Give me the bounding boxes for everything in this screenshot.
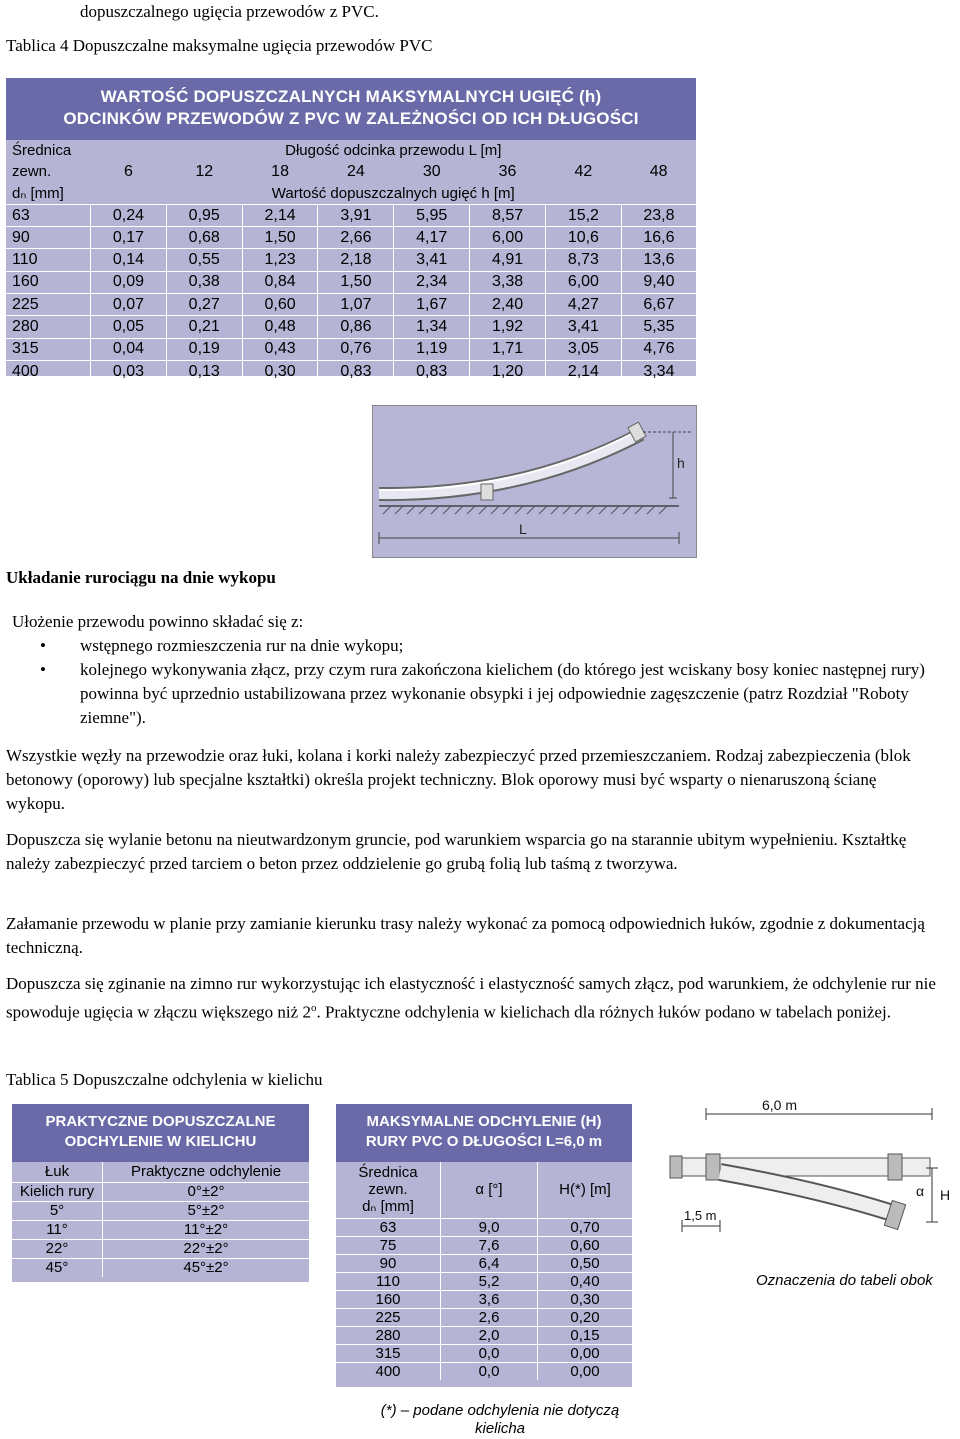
label-1-5m: 1,5 m xyxy=(684,1208,717,1223)
table-row xyxy=(12,1239,309,1258)
deflection-cell: 0,84 xyxy=(242,271,318,293)
bullet-text: kolejnego wykonywania złącz, przy czym rura zakończona kielichem (do którego jest wciskany bosy koniec następnej rury) powinna być uprzednio ustabilizowana przez wykonanie obsypki i jej odpowiednie zagęszczenie (patrz Rozdział "Roboty ziemne"). xyxy=(80,660,925,727)
bullet-list xyxy=(6,634,936,730)
deflection-cell: 3,41 xyxy=(545,316,621,338)
deflection-cell: 6,00 xyxy=(545,271,621,293)
deviation-cell: 45°±2° xyxy=(103,1258,310,1277)
bend-cell: 22° xyxy=(12,1239,103,1258)
length-cell: 24 xyxy=(347,162,365,180)
deflection-cell: 13,6 xyxy=(621,249,696,271)
H-cell: 0,70 xyxy=(538,1218,633,1236)
bullet-text: wstępnego rozmieszczenia rur na dnie wykopu; xyxy=(80,636,404,655)
diameter-cell: 225 xyxy=(6,294,91,316)
deflection-cell: 0,95 xyxy=(166,204,242,226)
deflection-cell: 15,2 xyxy=(545,204,621,226)
deflection-cell: 9,40 xyxy=(621,271,696,293)
table-row xyxy=(12,1220,309,1239)
deflection-cell: 0,14 xyxy=(91,249,167,271)
table5-left-header: PRAKTYCZNE DOPUSZCZALNE ODCHYLENIE W KIELICHU xyxy=(12,1104,309,1162)
deflection-cell: 4,91 xyxy=(470,249,546,271)
row-label-2: zewn. xyxy=(12,163,52,181)
diameter-cell: 400 xyxy=(336,1362,441,1380)
deflection-cell: 0,19 xyxy=(166,338,242,360)
deflection-cell: 4,17 xyxy=(394,227,470,249)
length-cell: 48 xyxy=(649,162,668,180)
deflection-cell: 1,34 xyxy=(394,316,470,338)
bullet-dot-icon: • xyxy=(40,660,46,679)
diameter-cell: 280 xyxy=(336,1326,441,1344)
deflection-cell: 0,86 xyxy=(318,316,394,338)
table-row xyxy=(336,1218,632,1236)
H-cell: 0,15 xyxy=(538,1326,633,1344)
table-row xyxy=(6,227,696,249)
deflection-cell: 6,67 xyxy=(621,294,696,316)
table5-mid-header: MAKSYMALNE ODCHYLENIE (H) RURY PVC O DŁUGOŚCI L=6,0 m xyxy=(336,1104,632,1162)
deflection-cell: 5,95 xyxy=(394,204,470,226)
length-cell: 12 xyxy=(195,162,214,180)
diameter-cell: 110 xyxy=(336,1272,441,1290)
deflection-cell: 2,34 xyxy=(394,271,470,293)
deflection-cell: 3,38 xyxy=(470,271,546,293)
paragraph: Dopuszcza się zginanie na zimno rur wykorzystując ich elastyczność i elastyczność samych złącz, pod warunkiem, że odchylenie rur nie spowoduje ugięcia w złączu większego niż 2$^o$. Praktyczne odchylenia w kielichach dla różnych łuków podano w tabelach poniżej. xyxy=(6,974,936,1022)
length-cell: 36 xyxy=(498,162,517,180)
section-title: Układanie rurociągu na dnie wykopu xyxy=(6,568,276,587)
deflection-cell: 1,23 xyxy=(242,249,318,271)
alpha-cell: 2,0 xyxy=(441,1326,538,1344)
deflection-cell: 0,83 xyxy=(318,360,394,382)
deflection-cell: 23,8 xyxy=(621,204,696,226)
deflection-cell: 1,71 xyxy=(470,338,546,360)
deflection-cell: 0,04 xyxy=(91,338,167,360)
H-cell: 0,50 xyxy=(538,1254,633,1272)
deflection-cell: 0,68 xyxy=(166,227,242,249)
pipe-offset-diagram xyxy=(662,1100,954,1250)
col-H: H(*) [m] xyxy=(538,1162,633,1218)
table4-header-line1: WARTOŚĆ DOPUSZCZALNYCH MAKSYMALNYCH UGIĘĆ (h) xyxy=(100,87,602,106)
alpha-cell: 9,0 xyxy=(441,1218,538,1236)
deviation-cell: 5°±2° xyxy=(103,1201,310,1220)
alpha-cell: 2,6 xyxy=(441,1308,538,1326)
diameter-cell: 90 xyxy=(6,227,91,249)
bend-cell: 11° xyxy=(12,1220,103,1239)
table5-left-grid xyxy=(12,1162,309,1277)
alpha-cell: 5,2 xyxy=(441,1272,538,1290)
deflection-cell: 2,14 xyxy=(545,360,621,382)
top-line: dopuszczalnego ugięcia przewodów z PVC. xyxy=(80,2,379,21)
deviation-cell: 22°±2° xyxy=(103,1239,310,1258)
length-cell: 42 xyxy=(574,162,593,180)
table-row xyxy=(336,1326,632,1344)
diameter-cell: 400 xyxy=(6,360,91,382)
table-row xyxy=(336,1236,632,1254)
deflection-cell: 0,83 xyxy=(394,360,470,382)
table-row xyxy=(336,1290,632,1308)
deflection-cell: 3,41 xyxy=(394,249,470,271)
deflection-cell: 1,67 xyxy=(394,294,470,316)
deflection-cell: 0,27 xyxy=(166,294,242,316)
alpha-cell: 0,0 xyxy=(441,1344,538,1362)
col-srednica: Średnica zewn. dₙ [mm] xyxy=(358,1164,418,1216)
col-alpha: α [°] xyxy=(441,1162,538,1218)
diameter-cell: 75 xyxy=(336,1236,441,1254)
table-row xyxy=(6,204,696,226)
intro-text: Ułożenie przewodu powinno składać się z: xyxy=(12,612,304,631)
table-row xyxy=(336,1254,632,1272)
deflection-cell: 1,19 xyxy=(394,338,470,360)
table-row xyxy=(336,1308,632,1326)
table4-header-line2: ODCINKÓW PRZEWODÓW Z PVC W ZALEŻNOŚCI OD ICH DŁUGOŚCI xyxy=(63,109,639,128)
deflection-cell: 1,92 xyxy=(470,316,546,338)
deflection-cell: 0,38 xyxy=(166,271,242,293)
H-cell: 0,00 xyxy=(538,1362,633,1380)
alpha-cell: 3,6 xyxy=(441,1290,538,1308)
col-odchylenie: Praktyczne odchylenie xyxy=(103,1162,310,1182)
table-row xyxy=(336,1362,632,1380)
table-row xyxy=(6,316,696,338)
diameter-cell: 280 xyxy=(6,316,91,338)
paragraph: Dopuszcza się wylanie betonu na nieutwardzonym gruncie, pod warunkiem wsparcia go na starannie ubitym wypełnieniu. Kształtkę należy zabezpieczyć przed tarciem o beton przez oddzielenie go grubą folią lub taśmą z tworzywa. xyxy=(6,830,907,873)
length-cell: 30 xyxy=(422,162,441,180)
bullet-item xyxy=(6,634,936,658)
length-cell: 6 xyxy=(123,162,133,180)
table4 xyxy=(6,78,696,380)
label-6m: 6,0 m xyxy=(762,1100,798,1113)
table-row xyxy=(6,294,696,316)
diameter-cell: 315 xyxy=(6,338,91,360)
label-L: L xyxy=(519,521,527,537)
deflection-cell: 0,03 xyxy=(91,360,167,382)
deflection-cell: 0,24 xyxy=(91,204,167,226)
paragraph: Załamanie przewodu w planie przy zamianie kierunku trasy należy wykonać za pomocą odpowiednich łuków, zgodnie z dokumentacją techniczną. xyxy=(6,914,925,957)
table-row xyxy=(336,1344,632,1362)
table5-mid-grid xyxy=(336,1162,632,1380)
label-H: H xyxy=(940,1187,951,1203)
deflection-cell: 0,48 xyxy=(242,316,318,338)
diameter-cell: 90 xyxy=(336,1254,441,1272)
length-title: Długość odcinka przewodu L [m] xyxy=(285,142,502,160)
deflection-cell: 16,6 xyxy=(621,227,696,249)
deflection-cell: 0,21 xyxy=(166,316,242,338)
col-luk: Łuk xyxy=(44,1163,70,1181)
deflection-cell: 0,43 xyxy=(242,338,318,360)
deflection-cell: 1,07 xyxy=(318,294,394,316)
bullet-item xyxy=(6,658,936,730)
deflection-cell: 1,20 xyxy=(470,360,546,382)
table5-mid xyxy=(336,1104,632,1387)
deflection-cell: 8,73 xyxy=(545,249,621,271)
table-row xyxy=(6,249,696,271)
deflection-cell: 0,76 xyxy=(318,338,394,360)
diameter-cell: 225 xyxy=(336,1308,441,1326)
deflection-cell: 2,66 xyxy=(318,227,394,249)
deflection-cell: 0,13 xyxy=(166,360,242,382)
table-row xyxy=(12,1201,309,1220)
pipe-deflection-diagram xyxy=(372,405,697,558)
diameter-cell: 110 xyxy=(6,249,91,271)
deviation-cell: 11°±2° xyxy=(103,1220,310,1239)
deflection-cell: 1,50 xyxy=(242,227,318,249)
values-title: Wartość dopuszczalnych ugięć h [m] xyxy=(271,184,515,202)
diameter-cell: 160 xyxy=(336,1290,441,1308)
bullet-dot-icon: • xyxy=(40,636,46,655)
table-row xyxy=(12,1182,309,1201)
deflection-cell: 1,50 xyxy=(318,271,394,293)
bend-cell: Kielich rury xyxy=(12,1182,103,1201)
deflection-cell: 10,6 xyxy=(545,227,621,249)
bend-cell: 45° xyxy=(12,1258,103,1277)
table-row xyxy=(12,1258,309,1277)
deviation-cell: 0°±2° xyxy=(103,1182,310,1201)
deflection-cell: 3,05 xyxy=(545,338,621,360)
alpha-cell: 6,4 xyxy=(441,1254,538,1272)
deflection-cell: 8,57 xyxy=(470,204,546,226)
pipe-deflection-svg xyxy=(373,406,696,557)
table-row xyxy=(6,338,696,360)
table4-header xyxy=(6,78,696,140)
deflection-cell: 3,34 xyxy=(621,360,696,382)
H-cell: 0,60 xyxy=(538,1236,633,1254)
row-label-1: Średnica xyxy=(12,142,72,160)
deflection-cell: 2,14 xyxy=(242,204,318,226)
deflection-cell: 3,91 xyxy=(318,204,394,226)
label-alpha: α xyxy=(916,1183,925,1199)
deflection-cell: 0,07 xyxy=(91,294,167,316)
table-row xyxy=(6,360,696,382)
diameter-cell: 315 xyxy=(336,1344,441,1362)
H-cell: 0,00 xyxy=(538,1344,633,1362)
footnote: (*) – podane odchylenia nie dotyczą kielicha xyxy=(380,1402,620,1437)
deflection-cell: 2,18 xyxy=(318,249,394,271)
bend-cell: 5° xyxy=(12,1201,103,1220)
table4-caption: Tablica 4 Dopuszczalne maksymalne ugięcia przewodów PVC xyxy=(6,36,433,55)
diameter-cell: 63 xyxy=(336,1218,441,1236)
paragraph: Wszystkie węzły na przewodzie oraz łuki, kolana i korki należy zabezpieczyć przed przemieszczaniem. Rodzaj zabezpieczenia (blok betonowy (oporowy) lub specjalne kształtki) określa projekt techniczny. Blok oporowy musi być wsparty o nienaruszoną ścianę wykopu. xyxy=(6,746,911,813)
diameter-cell: 63 xyxy=(6,204,91,226)
table-row xyxy=(336,1272,632,1290)
H-cell: 0,40 xyxy=(538,1272,633,1290)
deflection-cell: 0,09 xyxy=(91,271,167,293)
deflection-cell: 0,05 xyxy=(91,316,167,338)
deflection-cell: 6,00 xyxy=(470,227,546,249)
deflection-cell: 5,35 xyxy=(621,316,696,338)
length-cell: 18 xyxy=(271,162,289,180)
table-row xyxy=(6,271,696,293)
deflection-cell: 0,55 xyxy=(166,249,242,271)
H-cell: 0,20 xyxy=(538,1308,633,1326)
table4-grid xyxy=(6,140,696,382)
diameter-cell: 160 xyxy=(6,271,91,293)
deflection-cell: 4,27 xyxy=(545,294,621,316)
H-cell: 0,30 xyxy=(538,1290,633,1308)
deflection-cell: 2,40 xyxy=(470,294,546,316)
pipe-offset-svg xyxy=(662,1100,954,1250)
alpha-cell: 0,0 xyxy=(441,1362,538,1380)
table5-caption: Tablica 5 Dopuszczalne odchylenia w kielichu xyxy=(6,1070,323,1089)
deflection-cell: 0,30 xyxy=(242,360,318,382)
deflection-cell: 0,17 xyxy=(91,227,167,249)
row-label-3: dₙ [mm] xyxy=(12,185,64,203)
alpha-cell: 7,6 xyxy=(441,1236,538,1254)
table5-left xyxy=(12,1104,309,1282)
deflection-cell: 4,76 xyxy=(621,338,696,360)
diagram-caption: Oznaczenia do tabeli obok xyxy=(756,1272,933,1289)
deflection-cell: 0,60 xyxy=(242,294,318,316)
label-h: h xyxy=(677,455,685,471)
